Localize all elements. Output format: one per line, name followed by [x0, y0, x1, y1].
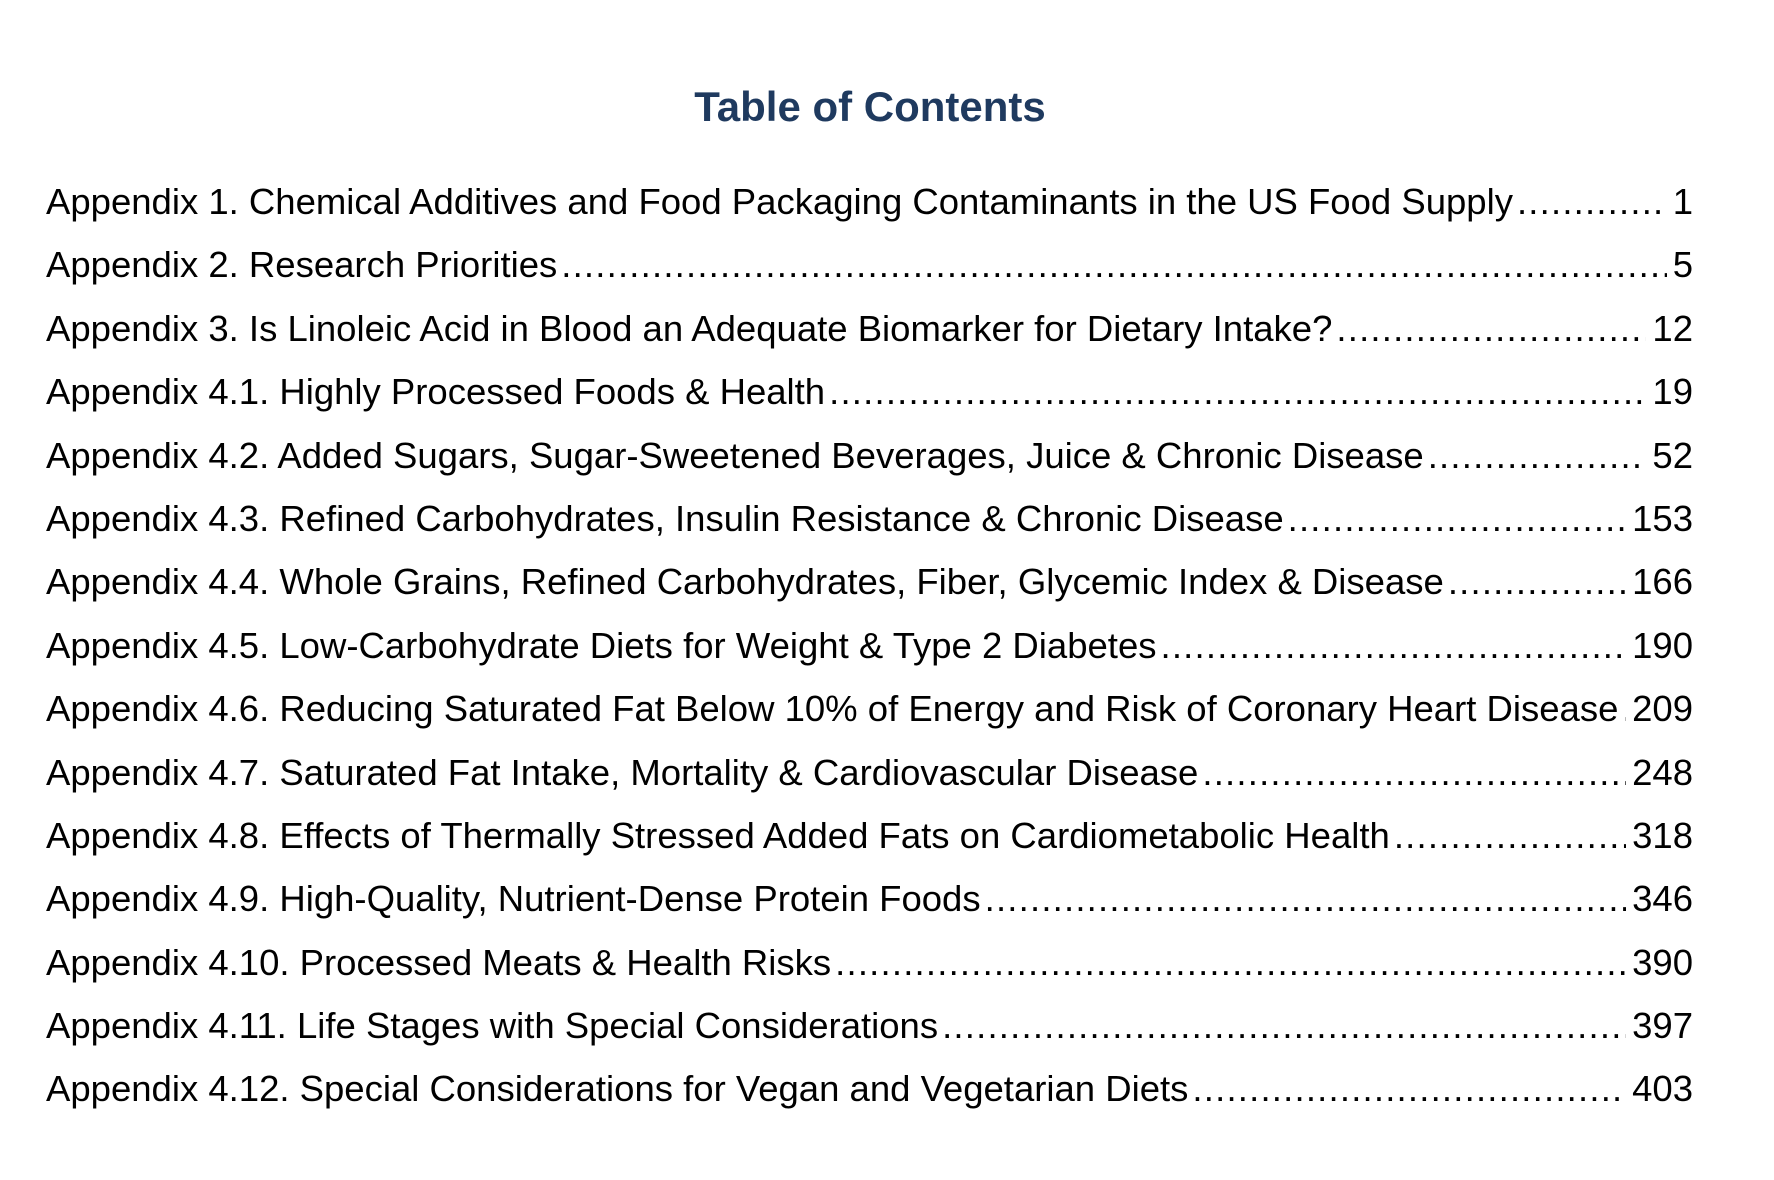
toc-page-number: 390: [1632, 941, 1693, 983]
toc-page-number: 5: [1672, 244, 1693, 286]
dot-leader: [1202, 741, 1626, 804]
toc-page-number: 153: [1632, 497, 1693, 539]
toc-entry-title: Appendix 4.1. Highly Processed Foods & Health: [46, 371, 826, 413]
dot-leader: [561, 233, 1666, 296]
toc-entry-title: Appendix 4.11. Life Stages with Special Considerations: [46, 1005, 939, 1047]
page-title: Table of Contents: [694, 83, 1046, 130]
dot-leader: [1517, 170, 1667, 233]
toc-entry-title: Appendix 4.12. Special Considerations for Vegan and Vegetarian Diets: [46, 1068, 1189, 1110]
toc-page-number: 318: [1632, 814, 1693, 856]
toc-page-number: 19: [1652, 371, 1693, 413]
toc-entry-title: Appendix 2. Research Priorities: [46, 244, 558, 286]
toc-entry-appendix-4-3[interactable]: [46, 487, 1693, 550]
toc-page-number: 209: [1632, 688, 1693, 730]
toc-page-number: 12: [1652, 307, 1693, 349]
toc-page-number: 190: [1632, 624, 1693, 666]
toc-list: [46, 170, 1693, 1121]
toc-page-number: 248: [1632, 751, 1693, 793]
toc-entry-appendix-1[interactable]: [46, 170, 1693, 233]
toc-entry-appendix-4-1[interactable]: [46, 360, 1693, 423]
toc-entry-title: Appendix 4.4. Whole Grains, Refined Carbohydrates, Fiber, Glycemic Index & Disease: [46, 561, 1444, 603]
dot-leader: [1192, 1057, 1626, 1120]
dot-leader: [1394, 804, 1626, 867]
toc-page-number: 52: [1652, 434, 1693, 476]
toc-entry-title: Appendix 3. Is Linoleic Acid in Blood an Adequate Biomarker for Dietary Intake?: [46, 307, 1333, 349]
toc-entry-appendix-4-2[interactable]: [46, 424, 1693, 487]
toc-entry-title: Appendix 4.10. Processed Meats & Health Risks: [46, 941, 832, 983]
toc-entry-appendix-4-10[interactable]: [46, 931, 1693, 994]
dot-leader: [1428, 424, 1647, 487]
toc-entry-appendix-4-4[interactable]: [46, 550, 1693, 613]
toc-entry-appendix-4-8[interactable]: [46, 804, 1693, 867]
dot-leader: [1336, 297, 1646, 360]
toc-entry-title: Appendix 1. Chemical Additives and Food Packaging Contaminants in the US Food Supply: [46, 181, 1513, 222]
toc-entry-appendix-4-5[interactable]: [46, 614, 1693, 677]
toc-page-number: 346: [1632, 878, 1693, 920]
toc-entry-title: Appendix 4.7. Saturated Fat Intake, Mortality & Cardiovascular Disease: [46, 751, 1199, 793]
dot-leader: [1622, 677, 1626, 740]
dot-leader: [829, 360, 1646, 423]
toc-entry-appendix-3[interactable]: [46, 297, 1693, 360]
toc-entry-appendix-4-12[interactable]: [46, 1057, 1693, 1120]
dot-leader: [1448, 550, 1626, 613]
toc-page-number: 397: [1632, 1005, 1693, 1047]
toc-page-number: 1: [1672, 181, 1693, 222]
toc-entry-title: Appendix 4.9. High-Quality, Nutrient-Dense Protein Foods: [46, 878, 981, 920]
toc-entry-title: Appendix 4.8. Effects of Thermally Stressed Added Fats on Cardiometabolic Health: [46, 814, 1390, 856]
toc-entry-title: Appendix 4.5. Low-Carbohydrate Diets for Weight & Type 2 Diabetes: [46, 624, 1157, 666]
dot-leader: [1161, 614, 1627, 677]
toc-entry-appendix-4-7[interactable]: [46, 741, 1693, 804]
toc-entry-title: Appendix 4.3. Refined Carbohydrates, Insulin Resistance & Chronic Disease: [46, 497, 1284, 539]
toc-entry-title: Appendix 4.2. Added Sugars, Sugar-Sweetened Beverages, Juice & Chronic Disease: [46, 434, 1424, 476]
toc-entry-appendix-4-6[interactable]: [46, 677, 1693, 740]
dot-leader: [1288, 487, 1626, 550]
toc-page-number: 403: [1632, 1068, 1693, 1110]
dot-leader: [942, 994, 1626, 1057]
toc-entry-title: Appendix 4.6. Reducing Saturated Fat Below 10% of Energy and Risk of Coronary Heart Disease: [46, 688, 1619, 730]
toc-entry-appendix-4-9[interactable]: [46, 867, 1693, 930]
toc-entry-appendix-4-11[interactable]: [46, 994, 1693, 1057]
dot-leader: [835, 931, 1626, 994]
toc-entry-appendix-2[interactable]: [46, 233, 1693, 296]
dot-leader: [985, 867, 1626, 930]
toc-page-number: 166: [1632, 561, 1693, 603]
